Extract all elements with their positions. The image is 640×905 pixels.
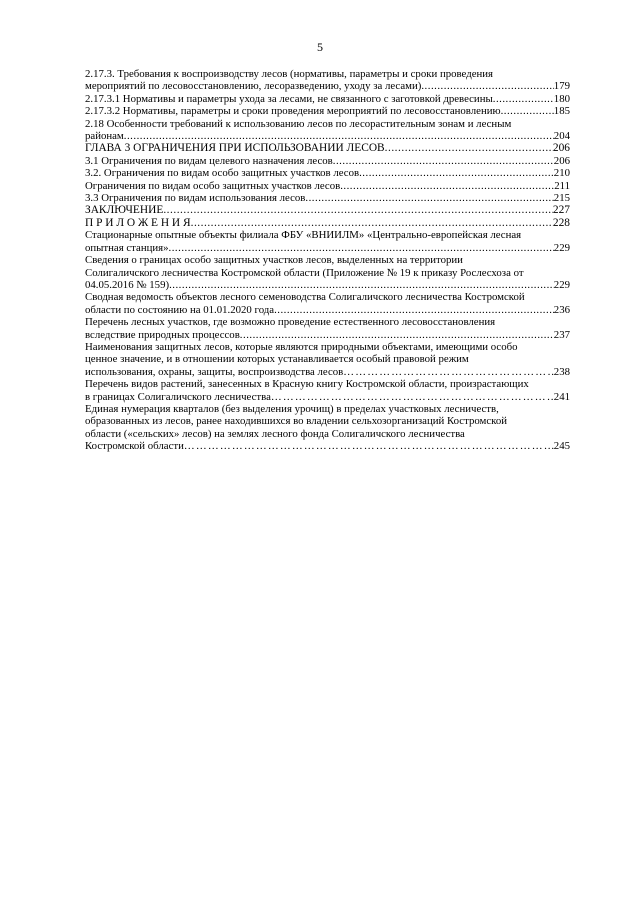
table-of-contents xyxy=(85,68,570,453)
toc-entry-2-17-3-2 xyxy=(85,105,570,117)
toc-entry-line: Стационарные опытные объекты филиала ФБУ «ВНИИЛМ» «Центрально-европейская лесная xyxy=(85,229,522,242)
dot-leader xyxy=(169,279,554,291)
toc-entry-ozu-boundaries xyxy=(85,254,570,291)
toc-entry-text: 3.1 Ограничения по видам целевого назначения лесов xyxy=(85,154,333,167)
toc-entry-2-18 xyxy=(85,118,570,143)
toc-entry-stationary-objects xyxy=(85,229,570,254)
toc-entry-line: Солигаличского лесничества Костромской области (Приложение № 19 к приказу Рослесхоза от xyxy=(85,266,524,279)
toc-page-number: 245 xyxy=(553,440,570,453)
dot-leader xyxy=(340,180,554,192)
dot-leader xyxy=(274,304,554,316)
toc-entry-text: 3.2. Ограничения по видам особо защитных участков лесов xyxy=(85,167,360,180)
dot-leader xyxy=(169,242,554,254)
toc-entry-3-1 xyxy=(85,155,570,167)
dot-leader xyxy=(305,192,553,204)
toc-entry-chapter-3 xyxy=(85,142,570,154)
toc-entry-line: Единая нумерация кварталов (без выделения урочищ) в пределах участковых лесничеств, xyxy=(85,402,499,415)
toc-page-number: 206 xyxy=(553,154,570,167)
toc-entry-text: использования, охраны, защиты, воспроизводства лесов xyxy=(85,365,344,378)
toc-page-number: 241 xyxy=(553,390,570,403)
dot-leader xyxy=(501,105,554,117)
toc-entry-text: мероприятий по лесовосстановлению, лесоразведению, уходу за лесами) xyxy=(85,80,422,93)
toc-entry-text: 2.17.3.1 Нормативы и параметры ухода за лесами, не связанного с заготовкой древесины xyxy=(85,92,493,105)
toc-entry-text: опытная станция» xyxy=(85,241,169,254)
toc-page-number: 206 xyxy=(552,142,570,155)
toc-page-number: 236 xyxy=(553,303,570,316)
toc-entry-quarter-numbering xyxy=(85,403,570,453)
page-number: 5 xyxy=(317,40,323,54)
toc-entry-text: Ограничения по видам особо защитных участков лесов xyxy=(85,179,341,192)
dot-leader xyxy=(184,440,554,452)
dot-leader xyxy=(385,142,553,154)
toc-page-number: 211 xyxy=(554,179,570,192)
toc-page-number: 238 xyxy=(553,365,570,378)
dot-leader xyxy=(359,167,554,179)
dot-leader xyxy=(333,155,554,167)
toc-entry-text: 3.3 Ограничения по видам использования лесов xyxy=(85,192,306,205)
dot-leader xyxy=(240,329,554,341)
toc-entry-appendices xyxy=(85,217,570,229)
toc-entry-text: ЗАКЛЮЧЕНИЕ xyxy=(85,204,164,217)
toc-page-number: 179 xyxy=(553,80,570,93)
dot-leader xyxy=(493,93,554,105)
toc-entry-line: области («сельских» лесов) на землях лесного фонда Солигаличского лесничества xyxy=(85,427,465,440)
toc-entry-line: 2.18 Особенности требований к использованию лесов по лесорастительным зонам и лесным xyxy=(85,117,512,130)
toc-page-number: 215 xyxy=(553,192,570,205)
dot-leader xyxy=(271,391,554,403)
toc-page-number: 228 xyxy=(552,216,570,229)
toc-entry-conclusion xyxy=(85,204,570,216)
toc-entry-3-2 xyxy=(85,167,570,179)
toc-entry-text: вследствие природных процессов xyxy=(85,328,240,341)
toc-entry-line: Сведения о границах особо защитных участков лесов, выделенных на территории xyxy=(85,254,463,267)
toc-page-number: 227 xyxy=(552,204,570,217)
toc-page-number: 210 xyxy=(553,167,570,180)
toc-entry-text: в границах Солигаличского лесничества xyxy=(85,390,271,403)
toc-entry-line: Перечень лесных участков, где возможно проведение естественного лесовосстановления xyxy=(85,316,496,329)
toc-entry-line: 2.17.3. Требования к воспроизводству лесов (нормативы, параметры и сроки проведения xyxy=(85,68,494,80)
toc-entry-text: 04.05.2016 № 159) xyxy=(85,278,170,291)
dot-leader xyxy=(191,217,553,229)
toc-entry-2-17-3-1 xyxy=(85,93,570,105)
toc-entry-osobo-zashchitnye xyxy=(85,180,570,192)
toc-entry-seed-objects xyxy=(85,291,570,316)
toc-entry-natural-regeneration xyxy=(85,316,570,341)
toc-entry-text: П Р И Л О Ж Е Н И Я xyxy=(85,216,191,229)
toc-page-number: 180 xyxy=(553,92,570,105)
dot-leader xyxy=(124,130,554,142)
toc-entry-line: Наименования защитных лесов, которые являются природными объектами, имеющими особо xyxy=(85,340,518,353)
toc-entry-protective-forests xyxy=(85,341,570,378)
toc-entry-line: образованных из лесов, ранее находившихся во владении сельхозорганизаций Костромской xyxy=(85,415,508,428)
toc-entry-line: Сводная ведомость объектов лесного семеноводства Солигаличского лесничества Костромской xyxy=(85,291,525,304)
toc-page-number: 229 xyxy=(553,278,570,291)
toc-entry-line: ценное значение, и в отношении которых устанавливается особый правовой режим xyxy=(85,353,469,366)
toc-entry-text: районам xyxy=(85,130,124,143)
toc-entry-red-book xyxy=(85,378,570,403)
toc-page-number: 229 xyxy=(553,241,570,254)
toc-entry-text: 2.17.3.2 Нормативы, параметры и сроки проведения мероприятий по лесовосстановлению xyxy=(85,105,501,118)
dot-leader xyxy=(343,366,554,378)
toc-entry-3-3 xyxy=(85,192,570,204)
toc-entry-2-17-3 xyxy=(85,68,570,93)
toc-entry-line: Перечень видов растений, занесенных в Красную книгу Костромской области, произрастающих xyxy=(85,378,529,391)
toc-entry-text: области по состоянию на 01.01.2020 года xyxy=(85,303,275,316)
dot-leader xyxy=(163,204,553,216)
toc-page-number: 237 xyxy=(553,328,570,341)
toc-entry-text: ГЛАВА 3 ОГРАНИЧЕНИЯ ПРИ ИСПОЛЬЗОВАНИИ ЛЕСОВ xyxy=(85,142,385,155)
dot-leader xyxy=(421,80,553,92)
toc-page-number: 204 xyxy=(553,130,570,143)
toc-entry-text: Костромской области xyxy=(85,440,184,453)
toc-page-number: 185 xyxy=(553,105,570,118)
